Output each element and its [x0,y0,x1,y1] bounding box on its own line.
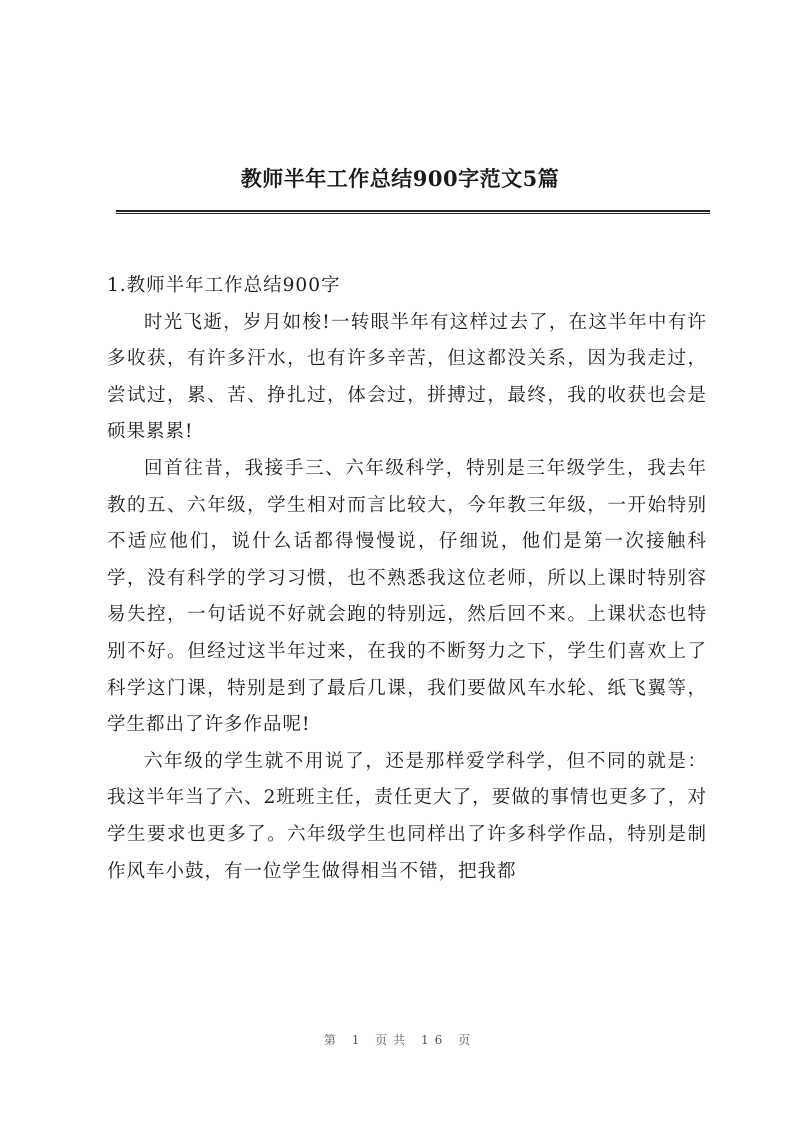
document-body [107,268,707,890]
page-footer: 第 1 页共 16 页 [323,1033,477,1047]
section-heading: 1.教师半年工作总结900字 [107,275,341,296]
paragraph: 六年级的学生就不用说了，还是那样爱学科学，但不同的就是：我这半年当了六、2班班主任，责任更大了，要做的事情也更多了，对学生要求也更多了。六年级学生也同样出了许多科学作品，特别是制作风车小鼓，有一位学生做得相当不错，把我都 [107,750,707,882]
paragraph: 回首往昔，我接手三、六年级科学，特别是三年级学生，我去年教的五、六年级，学生相对而言比较大，今年教三年级，一开始特别不适应他们，说什么话都得慢慢说，仔细说，他们是第一次接触科学，没有科学的学习习惯，也不熟悉我这位老师，所以上课时特别容易失控，一句话说不好就会跑的特别远，然后回不来。上课状态也特别不好。但经过这半年过来，在我的不断努力之下，学生们喜欢上了科学这门课，特别是到了最后几课，我们要做风车水轮、纸飞翼等，学生都出了许多作品呢! [107,457,707,736]
paragraph: 时光飞逝，岁月如梭!一转眼半年有这样过去了，在这半年中有许多收获，有许多汗水，也有许多辛苦，但这都没关系，因为我走过，尝试过，累、苦、挣扎过，体会过，拼搏过，最终，我的收获也会是硕果累累! [107,311,707,443]
document-title: 教师半年工作总结900字范文5篇 [240,166,560,191]
title-divider [116,210,710,214]
